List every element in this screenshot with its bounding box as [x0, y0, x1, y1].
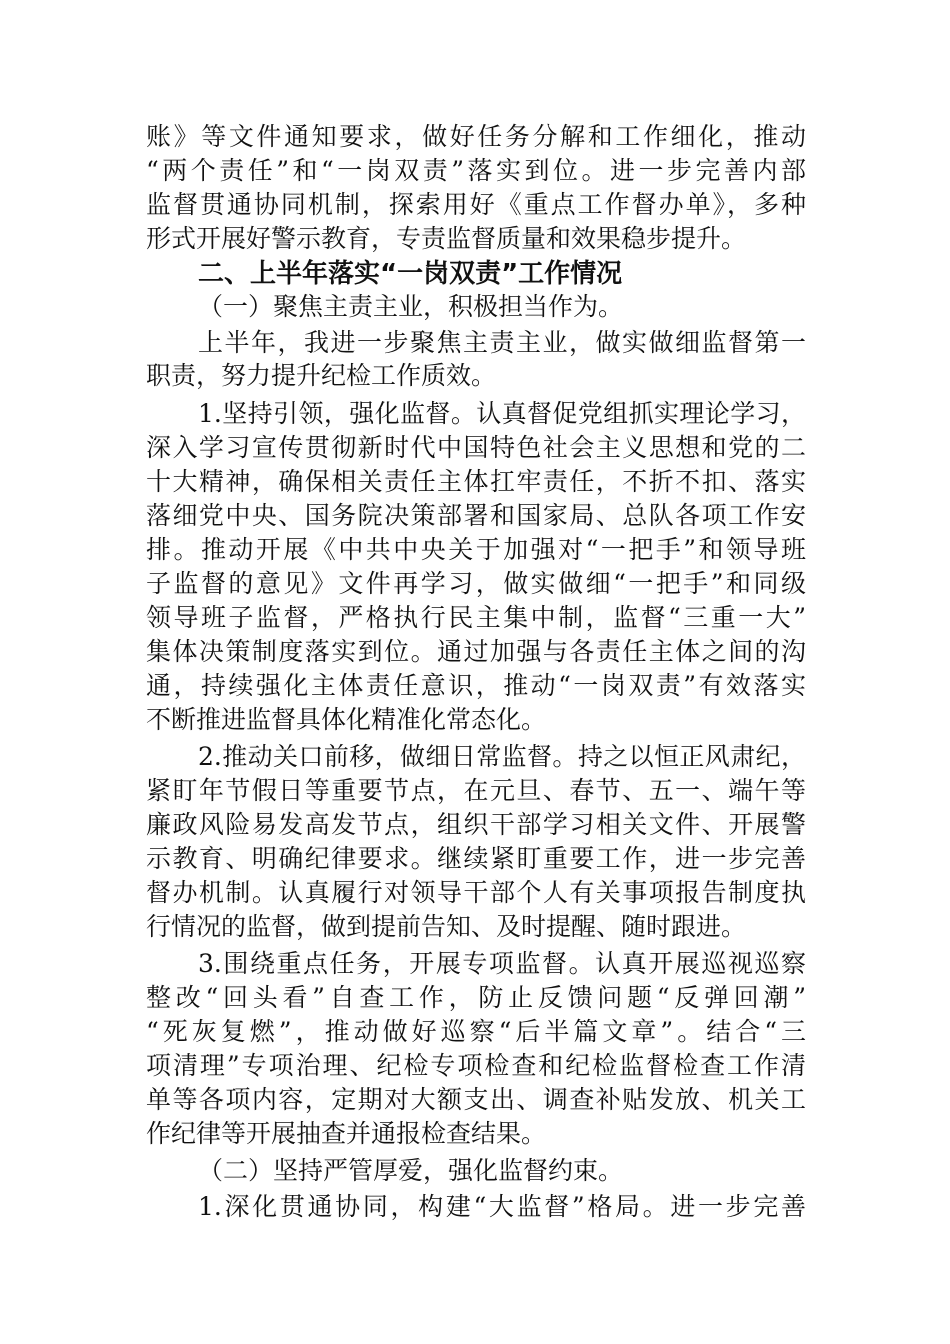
body-line: 账》等文件通知要求，做好任务分解和工作细化，推动: [146, 122, 806, 151]
body-line: 督办机制。认真履行对领导干部个人有关事项报告制度执: [146, 878, 806, 907]
body-line: 上半年，我进一步聚焦主责主业，做实做细监督第一: [198, 328, 806, 357]
body-line: 形式开展好警示教育，专责监督质量和效果稳步提升。: [146, 224, 747, 253]
body-line: 1.深化贯通协同，构建“大监督”格局。进一步完善: [198, 1192, 806, 1221]
body-line: 作纪律等开展抽查并通报检查结果。: [146, 1119, 547, 1148]
body-line: 3.围绕重点任务，开展专项监督。认真开展巡视巡察: [198, 949, 806, 978]
body-line: 十大精神，确保相关责任主体扛牢责任，不折不扣、落实: [146, 467, 806, 496]
body-line: 子监督的意见》文件再学习，做实做细“一把手”和同级: [146, 569, 806, 598]
body-line: 廉政风险易发高发节点，组织干部学习相关文件、开展警: [146, 810, 806, 839]
body-line: 监督贯通协同机制，探索用好《重点工作督办单》，多种: [146, 190, 806, 219]
body-line: 排。推动开展《中共中央关于加强对“一把手”和领导班: [146, 535, 806, 564]
body-line: 落细党中央、国务院决策部署和国家局、总队各项工作安: [146, 501, 806, 530]
body-line: 1.坚持引领，强化监督。认真督促党组抓实理论学习，: [198, 399, 806, 428]
body-line: 职责，努力提升纪检工作质效。: [146, 361, 497, 390]
body-line: 通，持续强化主体责任意识，推动“一岗双责”有效落实: [146, 671, 806, 700]
subsection-heading: （一）聚焦主责主业，积极担当作为。: [198, 292, 624, 321]
body-line: 领导班子监督，严格执行民主集中制，监督“三重一大”: [146, 603, 806, 632]
body-line: 集体决策制度落实到位。通过加强与各责任主体之间的沟: [146, 637, 806, 666]
body-line: 不断推进监督具体化精准化常态化。: [146, 705, 547, 734]
body-line: 单等各项内容，定期对大额支出、调查补贴发放、机关工: [146, 1085, 806, 1114]
body-line: 行情况的监督，做到提前告知、及时提醒、随时跟进。: [146, 912, 747, 941]
body-line: 紧盯年节假日等重要节点，在元旦、春节、五一、端午等: [146, 776, 806, 805]
body-line: 深入学习宣传贯彻新时代中国特色社会主义思想和党的二: [146, 433, 806, 462]
body-line: 整改“回头看”自查工作，防止反馈问题“反弹回潮”: [146, 983, 806, 1012]
section-heading: 二、上半年落实“一岗双责”工作情况: [198, 259, 623, 289]
body-line: 示教育、明确纪律要求。继续紧盯重要工作，进一步完善: [146, 844, 806, 873]
body-line: “两个责任”和“一岗双责”落实到位。进一步完善内部: [146, 156, 806, 185]
body-line: 2.推动关口前移，做细日常监督。持之以恒正风肃纪，: [198, 742, 806, 771]
body-line: 项清理”专项治理、纪检专项检查和纪检监督检查工作清: [146, 1051, 806, 1080]
subsection-heading: （二）坚持严管厚爱，强化监督约束。: [198, 1156, 624, 1185]
body-line: “死灰复燃”，推动做好巡察“后半篇文章”。结合“三: [146, 1017, 806, 1046]
